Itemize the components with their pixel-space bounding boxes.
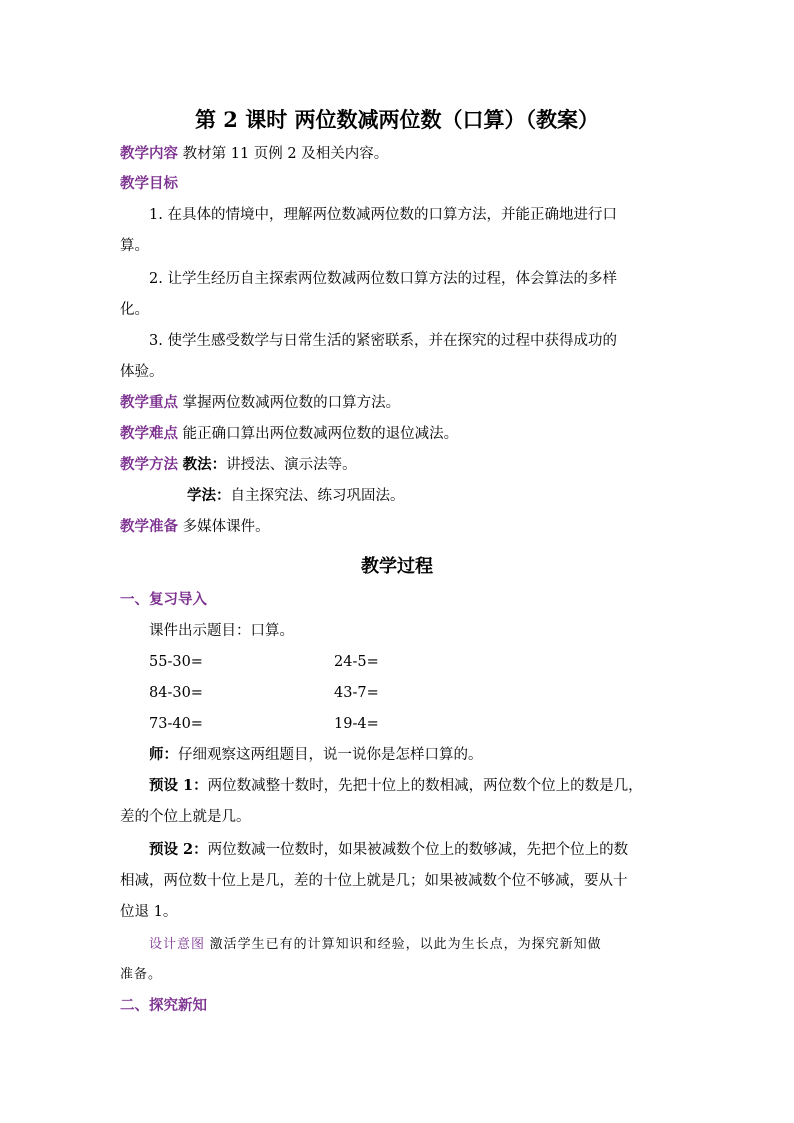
goal-1-line-2: 算。 — [120, 238, 149, 254]
preset-2-line-3: 位退 1。 — [120, 904, 178, 920]
page-title: 第 2 课时 两位数减两位数（口算）（教案） — [194, 107, 600, 132]
problem-1: 55-30= — [149, 654, 203, 670]
problem-6: 19-4= — [334, 716, 379, 732]
key-point-row — [120, 396, 400, 411]
design-intent-text: 激活学生已有的计算知识和经验，以此为生长点，为探究新知做 — [209, 937, 602, 952]
goal-1-line-1: 1. 在具体的情境中，理解两位数减两位数的口算方法，并能正确地进行口 — [149, 207, 617, 223]
problem-3: 84-30= — [149, 685, 203, 701]
learn-method-text: 自主探究法、练习巩固法。 — [230, 488, 405, 504]
goal-3-line-2: 体验。 — [120, 364, 164, 380]
design-intent-row — [149, 937, 602, 952]
teach-method-label: 教法： — [182, 456, 227, 473]
teacher-label: 师： — [149, 746, 178, 763]
key-point-text: 掌握两位数减两位数的口算方法。 — [182, 395, 401, 411]
section-1-intro: 课件出示题目：口算。 — [149, 623, 294, 639]
preset-2-text: 两位数减一位数时，如果被减数个位上的数够减，先把个位上的数 — [207, 842, 629, 858]
goals-label: 教学目标 — [120, 175, 178, 192]
key-point-label: 教学重点 — [120, 394, 178, 411]
difficulty-label: 教学难点 — [120, 425, 178, 442]
goal-2-line-2: 化。 — [120, 302, 149, 318]
goal-2-line-1: 2. 让学生经历自主探索两位数减两位数口算方法的过程，体会算法的多样 — [149, 271, 617, 287]
problem-4: 43-7= — [334, 685, 379, 701]
design-intent-line-2: 准备。 — [120, 967, 163, 982]
preset-1-label: 预设 1： — [149, 777, 208, 794]
section-1-title: 一、复习导入 — [120, 591, 207, 608]
design-intent-label: 设计意图 — [149, 937, 206, 952]
content-row — [120, 147, 388, 162]
preset-1-line-2: 差的个位上就是几。 — [120, 809, 251, 825]
prep-row — [120, 520, 270, 535]
learn-method-label: 学法： — [187, 487, 231, 504]
content-text: 教材第 11 页例 2 及相关内容。 — [182, 146, 389, 162]
teacher-text: 仔细观察这两组题目，说一说你是怎样口算的。 — [178, 747, 483, 763]
preset-1-text: 两位数减整十数时，先把十位上的数相减，两位数个位上的数是几， — [207, 778, 643, 794]
method-row — [120, 458, 357, 473]
preset-2-line-2: 相减，两位数十位上是几，差的十位上就是几；如果被减数个位不够减，要从十 — [120, 873, 628, 889]
difficulty-row — [120, 427, 458, 442]
difficulty-text: 能正确口算出两位数减两位数的退位减法。 — [182, 426, 459, 442]
method-label: 教学方法 — [120, 456, 178, 473]
process-heading: 教学过程 — [361, 556, 433, 577]
preset-2-label: 预设 2： — [149, 841, 208, 858]
content-label: 教学内容 — [120, 145, 178, 162]
preset-2-line-1 — [149, 843, 628, 858]
section-2-title: 二、探究新知 — [120, 997, 207, 1014]
problem-2: 24-5= — [334, 654, 379, 670]
learn-method-row — [187, 489, 405, 504]
teacher-row — [149, 748, 483, 763]
prep-label: 教学准备 — [120, 518, 178, 535]
prep-text: 多媒体课件。 — [182, 519, 270, 535]
goal-3-line-1: 3. 使学生感受数学与日常生活的紧密联系，并在探究的过程中获得成功的 — [149, 333, 617, 349]
problem-5: 73-40= — [149, 716, 203, 732]
teach-method-text: 讲授法、演示法等。 — [226, 457, 357, 473]
preset-1-line-1 — [149, 779, 643, 794]
